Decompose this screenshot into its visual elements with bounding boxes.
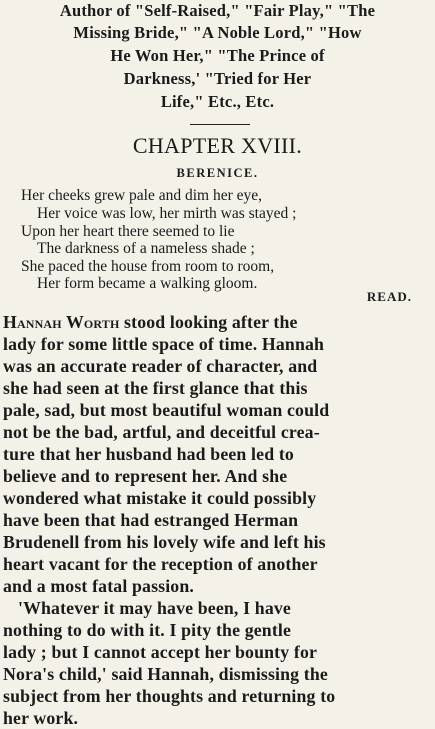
body-line: her work. bbox=[3, 708, 79, 728]
body-line: subject from her thoughts and returning to bbox=[3, 686, 336, 706]
epigraph-attribution: READ. bbox=[366, 289, 412, 304]
body-line: Nora's child,' said Hannah, dismissing the bbox=[3, 664, 328, 684]
body-line-text: stood looking after the bbox=[119, 312, 298, 332]
poem-line: Upon her heart there seemed to lie bbox=[21, 223, 235, 240]
chapter-heading: CHAPTER XVIII. bbox=[132, 133, 303, 158]
body-line: have been that had estranged Herman bbox=[3, 510, 299, 530]
byline-line: Author of "Self-Raised," "Fair Play," "The bbox=[59, 1, 376, 20]
body-line: she had seen at the first glance that this bbox=[3, 378, 308, 398]
body-line: 'Whatever it may have been, I have bbox=[18, 598, 291, 618]
body-line: Brudenell from his lovely wife and left his bbox=[3, 532, 326, 552]
byline-line: Missing Bride," "A Noble Lord," "How bbox=[73, 23, 362, 42]
poem-line: She paced the house from room to room, bbox=[21, 258, 275, 275]
body-line: wondered what mistake it could possibly bbox=[3, 488, 317, 508]
body-line: pale, sad, but most beautiful woman could bbox=[3, 400, 330, 420]
section-divider bbox=[190, 124, 250, 125]
body-line: ture that her husband had been led to bbox=[3, 444, 294, 464]
epigraph-title: BERENICE. bbox=[176, 166, 259, 180]
poem-line: Her form became a walking gloom. bbox=[37, 275, 258, 292]
byline-line: Darkness,' "Tried for Her bbox=[123, 69, 312, 88]
body-first-line bbox=[3, 312, 435, 333]
body-line: believe and to represent her. And she bbox=[3, 466, 288, 486]
byline-line: He Won Her," "The Prince of bbox=[110, 46, 325, 65]
body-line: not be the bad, artful, and deceitful crea- bbox=[3, 422, 320, 442]
poem-line: Her voice was low, her mirth was stayed ; bbox=[37, 205, 297, 222]
body-line: heart vacant for the reception of another bbox=[3, 554, 318, 574]
body-line: was an accurate reader of character, and bbox=[3, 356, 318, 376]
byline-line: Life," Etc., Etc. bbox=[160, 92, 275, 111]
body-line: lady for some little space of time. Hannah bbox=[3, 334, 325, 354]
poem-line: The darkness of a nameless shade ; bbox=[37, 240, 255, 257]
body-line: lady ; but I cannot accept her bounty for bbox=[3, 642, 318, 662]
character-name: Hannah Worth bbox=[3, 312, 120, 332]
poem-line: Her cheeks grew pale and dim her eye, bbox=[21, 187, 262, 204]
body-line: nothing to do with it. I pity the gentle bbox=[3, 620, 292, 640]
body-line: and a most fatal passion. bbox=[3, 576, 194, 596]
